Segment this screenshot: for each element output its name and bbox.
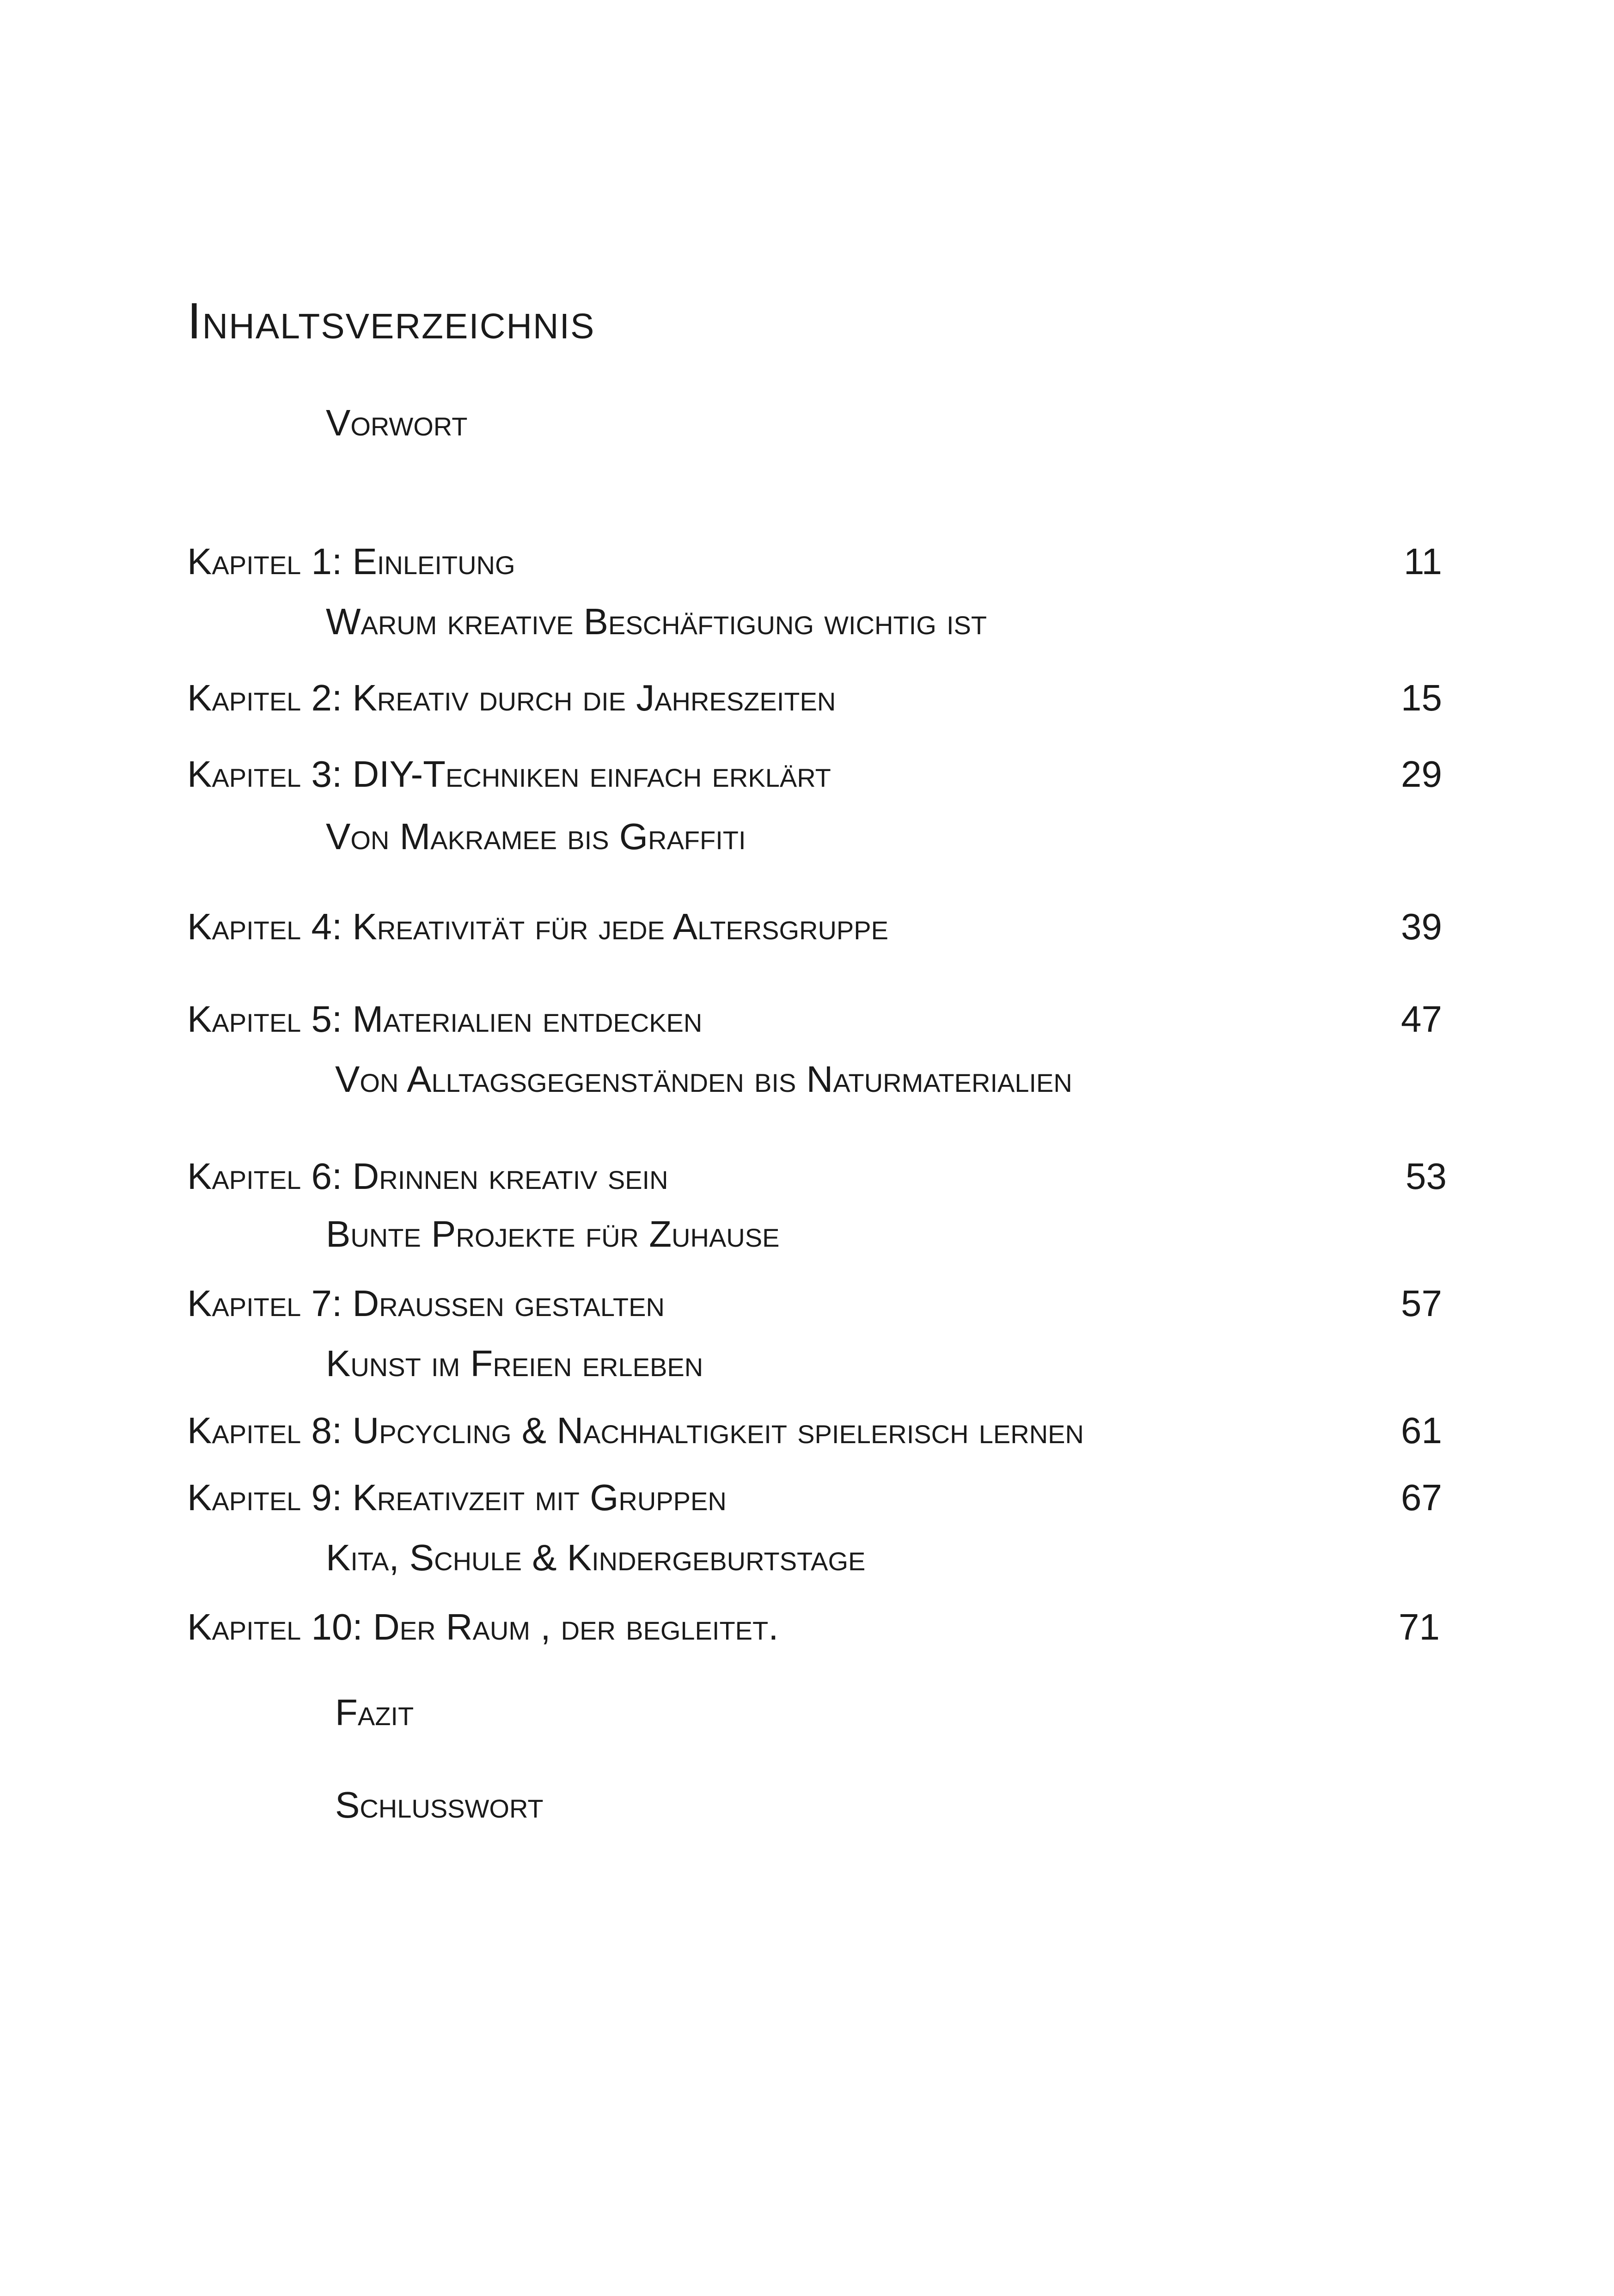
toc-page-number-2: 15: [1401, 677, 1442, 718]
toc-page-number-8: 61: [1401, 1410, 1442, 1451]
toc-subtitle-9: Kita, Schule & Kindergeburtstage: [326, 1537, 866, 1578]
toc-chapter-4: Kapitel 4: Kreativität für jede Altersgruppe: [187, 906, 888, 947]
toc-chapter-1: Kapitel 1: Einleitung: [187, 541, 515, 582]
toc-page-number-10: 71: [1399, 1606, 1440, 1647]
toc-chapter-6: Kapitel 6: Drinnen kreativ sein: [187, 1156, 668, 1197]
toc-page-number-5: 47: [1401, 998, 1442, 1040]
toc-subtitle-6: Bunte Projekte für Zuhause: [326, 1213, 780, 1255]
toc-page-number-3: 29: [1401, 753, 1442, 795]
toc-fazit: Fazit: [335, 1692, 414, 1733]
toc-chapter-8: Kapitel 8: Upcycling & Nachhaltigkeit spielerisch lernen: [187, 1410, 1084, 1451]
toc-chapter-9: Kapitel 9: Kreativzeit mit Gruppen: [187, 1477, 727, 1518]
toc-vorwort: Vorwort: [326, 402, 468, 443]
toc-page-number-6: 53: [1406, 1156, 1447, 1197]
toc-subtitle-3: Von Makramee bis Graffiti: [326, 816, 746, 857]
toc-schlusswort: Schlusswort: [335, 1784, 544, 1825]
toc-page-number-7: 57: [1401, 1283, 1442, 1324]
toc-subtitle-7: Kunst im Freien erleben: [326, 1343, 703, 1384]
toc-chapter-2: Kapitel 2: Kreativ durch die Jahreszeiten: [187, 677, 836, 718]
toc-chapter-3: Kapitel 3: DIY-Techniken einfach erklärt: [187, 753, 831, 795]
toc-page-number-1: 11: [1403, 541, 1442, 582]
toc-subtitle-1: Warum kreative Beschäftigung wichtig ist: [326, 601, 987, 642]
toc-chapter-10: Kapitel 10: Der Raum , der begleitet.: [187, 1606, 779, 1647]
toc-chapter-7: Kapitel 7: Draußen gestalten: [187, 1283, 665, 1324]
toc-page-number-9: 67: [1401, 1477, 1442, 1518]
toc-chapter-5: Kapitel 5: Materialien entdecken: [187, 998, 703, 1040]
toc-title: Inhaltsverzeichnis: [187, 293, 595, 349]
toc-page-number-4: 39: [1401, 906, 1442, 947]
toc-subtitle-5: Von Alltagsgegenständen bis Naturmaterialien: [335, 1059, 1072, 1100]
